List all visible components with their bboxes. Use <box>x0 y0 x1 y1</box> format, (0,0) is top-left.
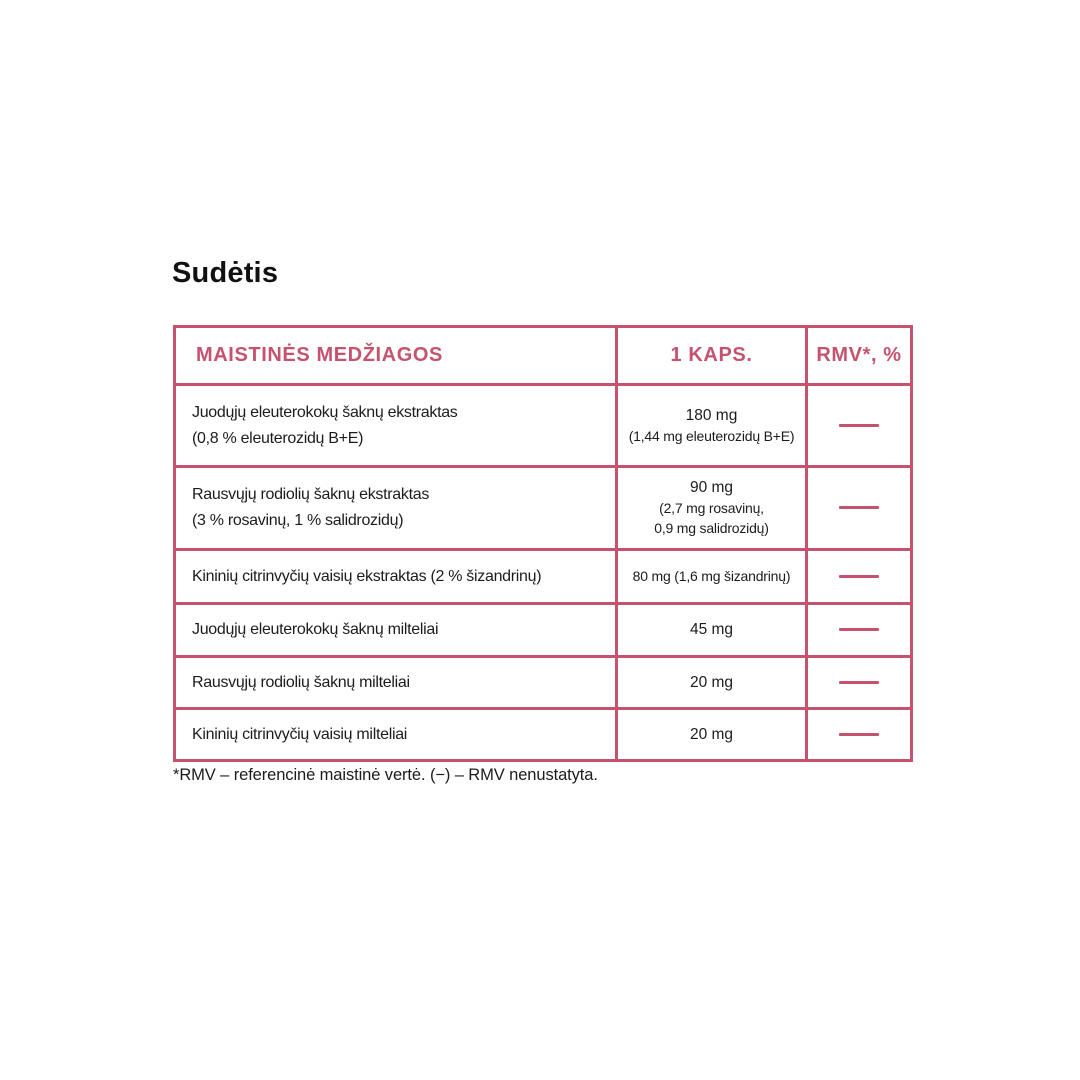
header-nutrient: MAISTINĖS MEDŽIAGOS <box>175 327 617 385</box>
rmv-dash-icon <box>839 575 879 578</box>
header-rmv: RMV*, % <box>807 327 912 385</box>
rmv-dash-icon <box>839 506 879 509</box>
rmv-value <box>807 604 912 657</box>
amount-line: (2,7 mg rosavinų, <box>659 500 764 517</box>
amount-line: 80 mg (1,6 mg šizandrinų) <box>632 567 791 584</box>
nutrient-name-line: Kininių citrinvyčių vaisių ekstraktas (2 % šizandrinų) <box>192 567 542 585</box>
rmv-value <box>807 657 912 709</box>
header-per-capsule: 1 KAPS. <box>617 327 807 385</box>
table-row <box>175 709 912 761</box>
rmv-dash-icon <box>839 733 879 736</box>
rmv-dash-icon <box>839 681 879 684</box>
table-row <box>175 385 912 467</box>
composition-table <box>173 325 913 762</box>
nutrient-name <box>175 550 617 604</box>
nutrient-name <box>175 385 617 467</box>
amount-line: 90 mg <box>689 479 734 497</box>
nutrient-name <box>175 604 617 657</box>
table-row <box>175 550 912 604</box>
nutrient-name-line: (0,8 % eleuterozidų B+E) <box>192 429 364 447</box>
table-header-row <box>175 327 912 385</box>
rmv-value <box>807 385 912 467</box>
rmv-footnote: *RMV – referencinė maistinė vertė. (−) – RMV nenustatyta. <box>173 766 598 784</box>
nutrient-name-line: Juodųjų eleuterokokų šaknų milteliai <box>192 621 439 639</box>
table-row <box>175 467 912 550</box>
amount-per-capsule <box>617 385 807 467</box>
table-row <box>175 657 912 709</box>
nutrient-name-line: (3 % rosavinų, 1 % salidrozidų) <box>192 512 404 529</box>
nutrient-name <box>175 657 617 709</box>
amount-line: (1,44 mg eleuterozidų B+E) <box>628 427 795 444</box>
amount-per-capsule <box>617 709 807 761</box>
amount-line: 20 mg <box>689 673 734 691</box>
amount-per-capsule <box>617 657 807 709</box>
rmv-value <box>807 550 912 604</box>
amount-line: 20 mg <box>689 725 734 743</box>
amount-per-capsule <box>617 467 807 550</box>
amount-line: 0,9 mg salidrozidų) <box>654 520 769 536</box>
nutrient-name-line: Juodųjų eleuterokokų šaknų ekstraktas <box>192 403 458 421</box>
nutrient-name-line: Rausvųjų rodiolių šaknų milteliai <box>192 673 410 691</box>
rmv-dash-icon <box>839 424 879 427</box>
rmv-dash-icon <box>839 628 879 631</box>
amount-line: 45 mg <box>689 621 734 638</box>
amount-per-capsule <box>617 550 807 604</box>
nutrient-name <box>175 467 617 550</box>
nutrient-name <box>175 709 617 761</box>
page-title: Sudėtis <box>172 257 279 289</box>
nutrient-name-line: Kininių citrinvyčių vaisių milteliai <box>192 725 408 743</box>
amount-per-capsule <box>617 604 807 657</box>
amount-line: 180 mg <box>685 406 738 424</box>
table-row <box>175 604 912 657</box>
rmv-value <box>807 467 912 550</box>
nutrient-name-line: Rausvųjų rodiolių šaknų ekstraktas <box>192 486 430 504</box>
rmv-value <box>807 709 912 761</box>
